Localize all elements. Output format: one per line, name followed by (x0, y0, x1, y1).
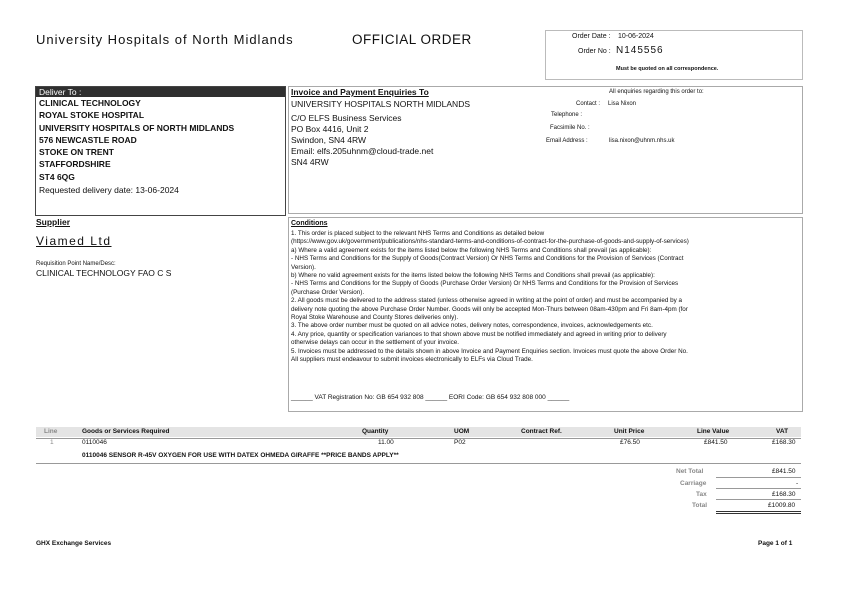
col-line: Line (44, 428, 58, 435)
order-note: Must be quoted on all correspondence. (616, 66, 719, 72)
requested-delivery-date: Requested delivery date: 13-06-2024 (39, 185, 179, 196)
deliver-line: UNIVERSITY HOSPITALS OF NORTH MIDLANDS (39, 122, 235, 133)
condition-line: (https://www.gov.uk/government/publications/nhs-standard-terms-and-conditions-of-contract-for-the-purchase-of-goods-and-supply-of-services) (291, 238, 689, 246)
order-date-label: Order Date : (572, 33, 611, 40)
condition-line: (Purchase Order Version). (291, 288, 365, 296)
col-goods: Goods or Services Required (82, 428, 170, 435)
net-total: £841.50 (772, 468, 796, 475)
net-total-label: Net Total (676, 468, 704, 475)
row-description: 0110046 SENSOR R-45V OXYGEN FOR USE WITH DATEX OHMEDA GIRAFFE **PRICE BANDS APPLY** (82, 452, 399, 459)
supplier-heading: Supplier (36, 217, 71, 227)
col-vat: VAT (776, 428, 789, 435)
row-line-value: £841.50 (704, 439, 728, 446)
condition-line: Royal Stoke Warehouse and County Stores deliveries only). (291, 314, 459, 322)
deliver-line: CLINICAL TECHNOLOGY (39, 98, 141, 108)
deliver-to-heading: Deliver To : (36, 87, 285, 97)
email-label: Email Address : (546, 138, 588, 144)
conditions-box (288, 217, 803, 412)
divider (716, 477, 801, 478)
requisition-label: Requisition Point Name/Desc: (36, 261, 116, 267)
invoice-line: SN4 4RW (291, 157, 329, 167)
invoice-line: UNIVERSITY HOSPITALS NORTH MIDLANDS (291, 99, 471, 109)
table-row (36, 438, 801, 448)
condition-line: - NHS Terms and Conditions for the Supply of Goods (Purchase Order Version) Or NHS Terms and Conditions for the Provision of Services (291, 280, 679, 288)
order-info-box (545, 30, 803, 80)
row-unit-price: £76.50 (620, 439, 640, 446)
deliver-line: STAFFORDSHIRE (39, 159, 111, 170)
deliver-to-box (35, 86, 286, 216)
condition-line: 2. All goods must be delivered to the address stated (unless otherwise agreed in writing at the point of order) and must be accompanied by a (291, 297, 682, 305)
conditions-text (291, 230, 801, 365)
col-contract: Contract Ref. (521, 428, 562, 435)
col-line-value: Line Value (697, 428, 730, 435)
invoice-box (288, 86, 803, 214)
double-underline (716, 511, 801, 514)
vat-registration: ______ VAT Registration No: GB 654 932 808 ______ EORI Code: GB 654 932 808 000 ______ (291, 394, 570, 401)
condition-line: 5. Invoices must be addressed to the details shown in above Invoice and Payment Enquiries section. Invoices must quote the above Order No. (291, 347, 688, 355)
col-uom: UOM (454, 428, 470, 435)
col-unit-price: Unit Price (614, 428, 645, 435)
table-header (36, 427, 801, 437)
row-vat: £168.30 (772, 439, 796, 446)
footer-left: GHX Exchange Services (36, 540, 112, 547)
requisition-value: CLINICAL TECHNOLOGY FAO C S (36, 268, 172, 278)
contact-name: Lisa Nixon (608, 101, 637, 107)
tax-total: £168.30 (772, 491, 796, 498)
row-qty: 11.00 (378, 439, 394, 446)
tax-label: Tax (696, 491, 707, 498)
invoice-line: Swindon, SN4 4RW (291, 135, 366, 145)
condition-line: 4. Any price, quantity or specification variances to that shown above must be notified immediately and agreed in writing prior to delivery (291, 330, 667, 338)
document-title: OFFICIAL ORDER (352, 32, 472, 47)
hospital-name: University Hospitals of North Midlands (36, 32, 294, 47)
invoice-line: Email: elfs.205uhnm@cloud-trade.net (291, 146, 434, 156)
enquiries-note: All enquiries regarding this order to: (609, 89, 704, 95)
telephone-label: Telephone : (551, 112, 583, 118)
deliver-line: STOKE ON TRENT (39, 147, 114, 158)
grand-total: £1009.80 (768, 502, 796, 509)
condition-line: delivery note quoting the above Purchase Order Number. Goods will only be accepted Mon-Thurs between 08am-430pm and Fri 8am-4pm (for (291, 305, 688, 313)
row-code: 0110046 (82, 439, 107, 446)
supplier-name: Viamed Ltd (36, 234, 112, 248)
row-uom: P02 (454, 439, 466, 446)
conditions-heading: Conditions (291, 220, 328, 227)
carriage: - (796, 480, 799, 487)
order-date: 10-06-2024 (618, 33, 654, 40)
footer-right: Page 1 of 1 (758, 540, 793, 547)
invoice-line: PO Box 4416, Unit 2 (291, 124, 369, 134)
condition-line: 3. The above order number must be quoted on all advice notes, delivery notes, correspondence, invoices, acknowledgements etc. (291, 322, 653, 330)
divider (716, 499, 801, 500)
condition-line: otherwise delays can occur in the settlement of your invoice. (291, 339, 460, 347)
email-value: lisa.nixon@uhnm.nhs.uk (609, 138, 675, 144)
deliver-line: ST4 6QG (39, 171, 75, 182)
divider (716, 488, 801, 489)
condition-line: b) Where no valid agreement exists for the items listed below the following NHS Terms and Conditions shall prevail (as applicable): (291, 272, 655, 280)
row-line: 1 (50, 439, 54, 446)
contact-label: Contact : (576, 101, 601, 107)
condition-line: a) Where a valid agreement exists for the items listed below the following NHS Terms and Conditions shall prevail (as applicable): (291, 246, 652, 254)
carriage-label: Carriage (680, 480, 707, 487)
col-quantity: Quantity (362, 428, 389, 435)
deliver-line: ROYAL STOKE HOSPITAL (39, 110, 145, 121)
invoice-heading: Invoice and Payment Enquiries To (291, 87, 429, 97)
condition-line: - NHS Terms and Conditions for the Supply of Goods(Contract Version) Or NHS Terms and Conditions for the Provision of Services (Contract (291, 255, 684, 263)
order-no: N145556 (616, 45, 664, 56)
total-label: Total (692, 502, 708, 509)
facsimile-label: Facsimile No. : (550, 125, 590, 131)
condition-line: All suppliers must endeavour to submit invoices electronically to ELFs via Cloud Trade. (291, 356, 533, 364)
invoice-line: C/O ELFS Business Services (291, 113, 402, 123)
condition-line: Version). (291, 263, 316, 271)
deliver-line: 576 NEWCASTLE ROAD (39, 134, 137, 145)
order-no-label: Order No : (578, 48, 611, 55)
condition-line: 1. This order is placed subject to the relevant NHS Terms and Conditions as detailed below (291, 230, 545, 237)
